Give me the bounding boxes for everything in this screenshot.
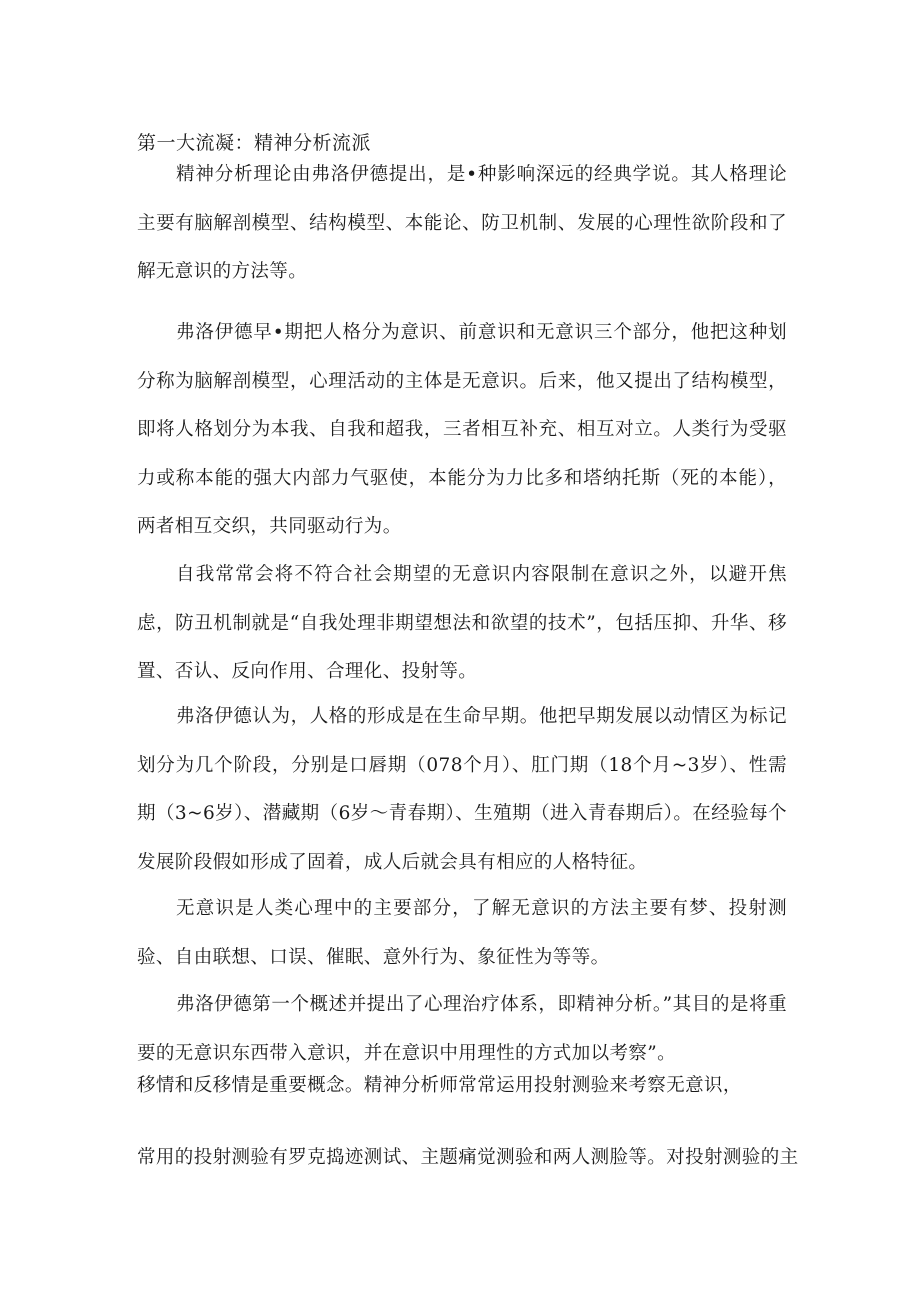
paragraph-defense-mechanisms: 自我常常会将不符合社会期望的无意识内容限制在意识之外，以避开焦虑，防丑机制就是“自我处理非期望想法和欲望的技术”，包括压抑、升华、移置、否认、反向作用、合理化、投射等。 xyxy=(137,564,787,682)
text-line-transference: 移情和反移情是重要概念。精神分析师常常运用投射测验来考察无意识， xyxy=(137,1075,742,1096)
paragraph-unconscious: 无意识是人类心理中的主要部分，了解无意识的方法主要有梦、投射测验、自由联想、口误、催眠、意外行为、象征性为等等。 xyxy=(137,898,787,968)
page-title: 第一大流凝：精神分析流派 xyxy=(137,132,372,154)
paragraph-psychotherapy: 弗洛伊德第一个概述并提出了心理治疗体系，即精神分析。”其目的是将重要的无意识东西带入意识，并在意识中用理性的方式加以考察”。 xyxy=(137,994,787,1064)
paragraph-structure-model: 弗洛伊德早•期把人格分为意识、前意识和无意识三个部分，他把这种划分称为脑解剖模型，心理活动的主体是无意识。后来，他又提出了结构模型，即将人格划分为本我、自我和超我，三者相互补充、相互对立。人类行为受驱力或称本能的强大内部力气驱使，本能分为力比多和塔纳托斯（死的本能），两者相互交织，共同驱动行为。 xyxy=(137,322,787,537)
text-line-projective-tests: 常用的投射测验有罗克捣迹测试、主题痛觉测验和两人测脸等。对投射测验的主 xyxy=(137,1147,799,1168)
paragraph-development-stages: 弗洛伊德认为，人格的形成是在生命早期。他把早期发展以动情区为标记划分为几个阶段，分别是口唇期（078个月）、肛门期（18个月~3岁）、性需期（3~6岁）、潜藏期（6岁～青春期）、生殖期（进入青春期后）。在经验每个发展阶段假如形成了固着，成人后就会具有相应的人格特征。 xyxy=(137,706,787,873)
paragraph-intro: 精神分析理论由弗洛伊德提出，是•种影响深远的经典学说。其人格理论主要有脑解剖模型、结构模型、本能论、防卫机制、发展的心理性欲阶段和了解无意识的方法等。 xyxy=(137,164,787,282)
